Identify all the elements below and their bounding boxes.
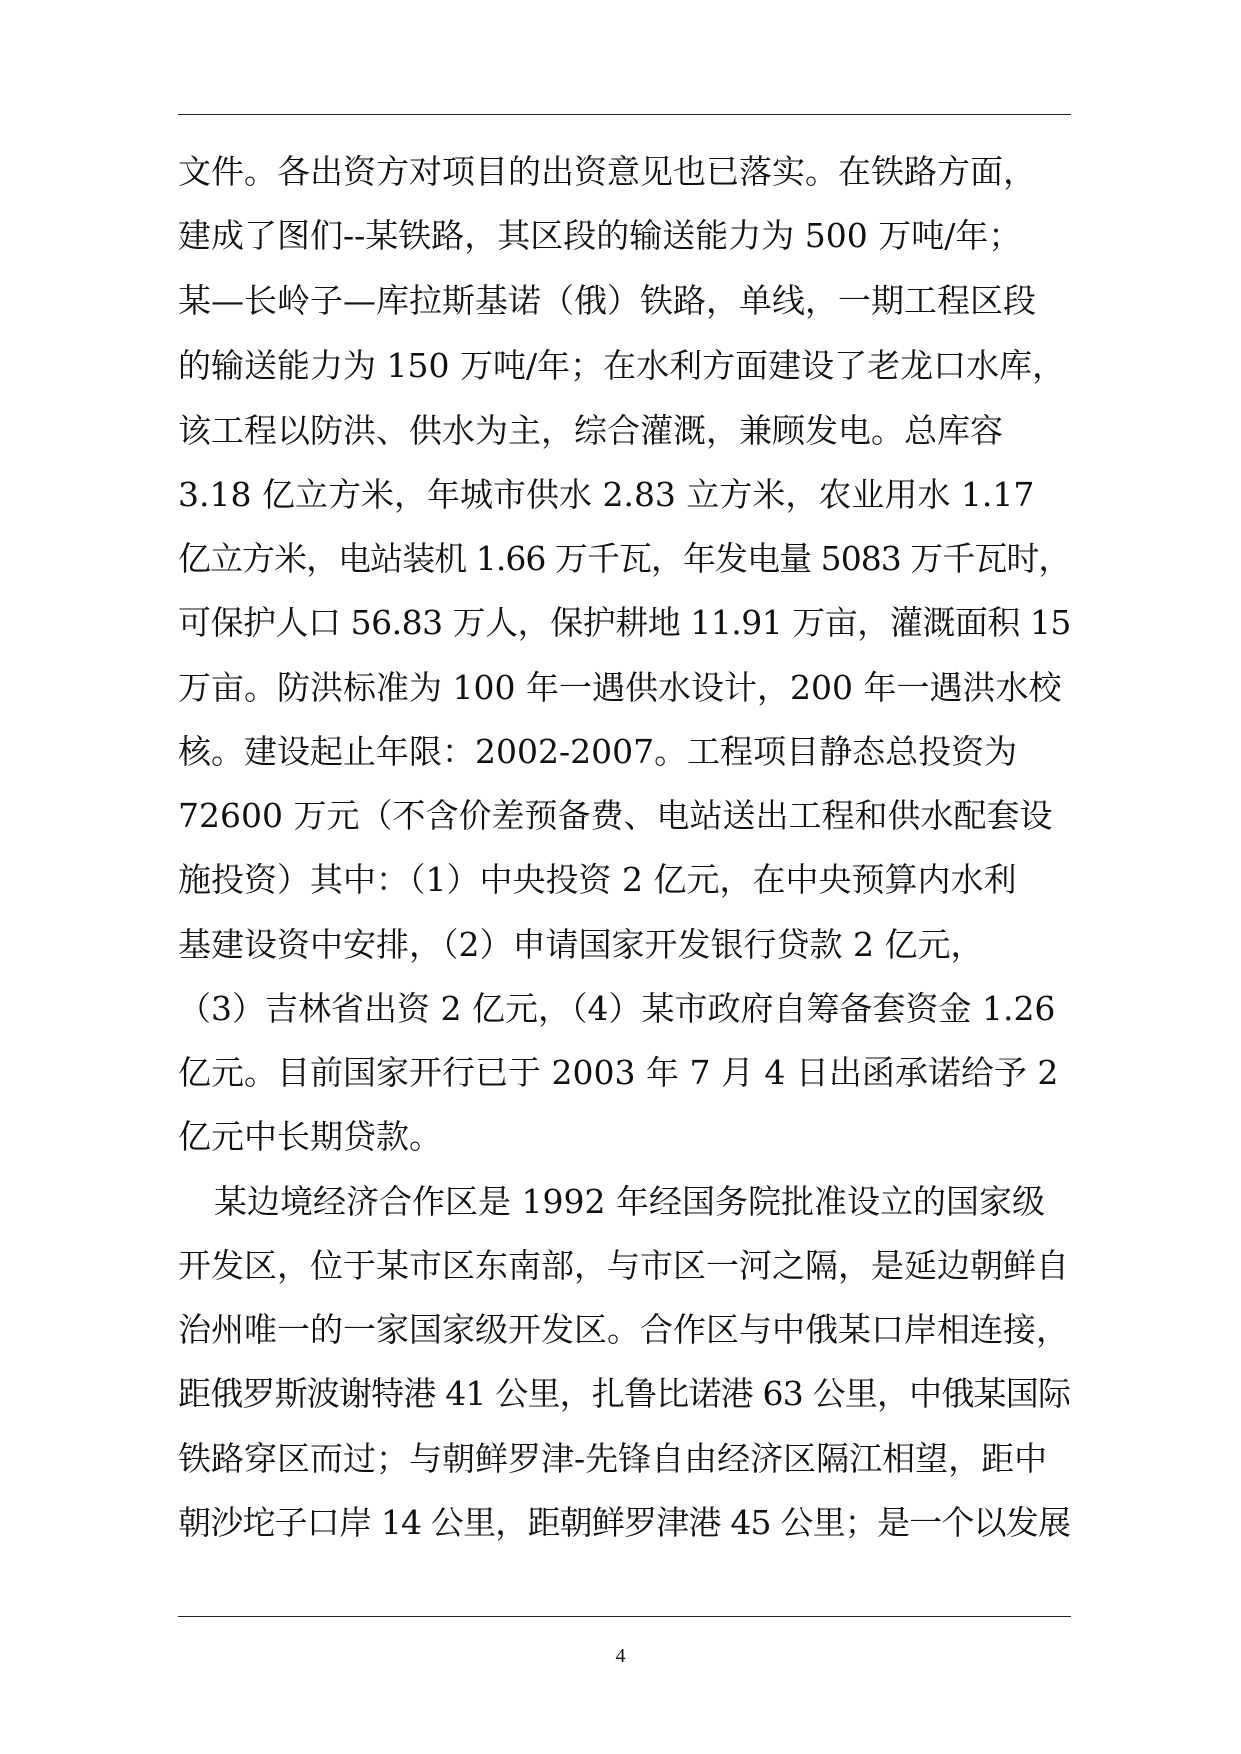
text-line: 基建设资中安排，（2）申请国家开发银行贷款 2 亿元， — [178, 925, 984, 964]
text-line: 某—长岭子—库拉斯基诺（俄）铁路，单线，一期工程区段 — [178, 281, 1036, 320]
text-line: 朝沙坨子口岸 14 公里，距朝鲜罗津港 45 公里；是一个以发展 — [178, 1503, 1071, 1542]
text-line: 文件。各出资方对项目的出资意见也已落实。在铁路方面， — [178, 152, 1036, 191]
text-line: 该工程以防洪、供水为主，综合灌溉，兼顾发电。总库容 — [178, 411, 1003, 450]
text-line: 开发区，位于某市区东南部，与市区一河之隔，是延边朝鲜自 — [178, 1246, 1069, 1285]
page-number: 4 — [615, 1645, 626, 1667]
text-line: 3.18 亿立方米，年城市供水 2.83 立方米，农业用水 1.17 — [178, 475, 1035, 514]
text-line: 亿元中长期贷款。 — [178, 1117, 442, 1156]
text-line: 可保护人口 56.83 万人，保护耕地 11.91 万亩，灌溉面积 15 — [178, 603, 1071, 642]
text-line: 亿立方米，电站装机 1.66 万千瓦，年发电量 5083 万千瓦时， — [178, 539, 1071, 578]
text-line: 亿元。目前国家开行已于 2003 年 7 月 4 日出函承诺给予 2 — [178, 1053, 1059, 1092]
text-line: 72600 万元（不含价差预备费、电站送出工程和供水配套设 — [178, 796, 1053, 835]
header-rule — [178, 114, 1071, 115]
text-line: 的输送能力为 150 万吨/年；在水利方面建设了老龙口水库， — [178, 346, 1066, 385]
text-line: 某边境经济合作区是 1992 年经国务院批准设立的国家级 — [214, 1182, 1045, 1221]
text-line: 距俄罗斯波谢特港 41 公里，扎鲁比诺港 63 公里，中俄某国际 — [178, 1374, 1071, 1413]
text-line: 治州唯一的一家国家级开发区。合作区与中俄某口岸相连接， — [178, 1310, 1069, 1349]
text-line: 建成了图们--某铁路，其区段的输送能力为 500 万吨/年； — [178, 216, 1022, 255]
text-line: （3）吉林省出资 2 亿元，（4）某市政府自筹备套资金 1.26 — [178, 989, 1056, 1028]
text-line: 施投资）其中：（1）中央投资 2 亿元，在中央预算内水利 — [178, 860, 1017, 899]
text-line: 万亩。防洪标准为 100 年一遇供水设计，200 年一遇洪水校 — [178, 668, 1062, 707]
text-line: 铁路穿区而过；与朝鲜罗津-先锋自由经济区隔江相望，距中 — [178, 1439, 1048, 1478]
footer-rule — [178, 1616, 1071, 1617]
text-line: 核。建设起止年限：2002-2007。工程项目静态总投资为 — [178, 732, 1018, 771]
